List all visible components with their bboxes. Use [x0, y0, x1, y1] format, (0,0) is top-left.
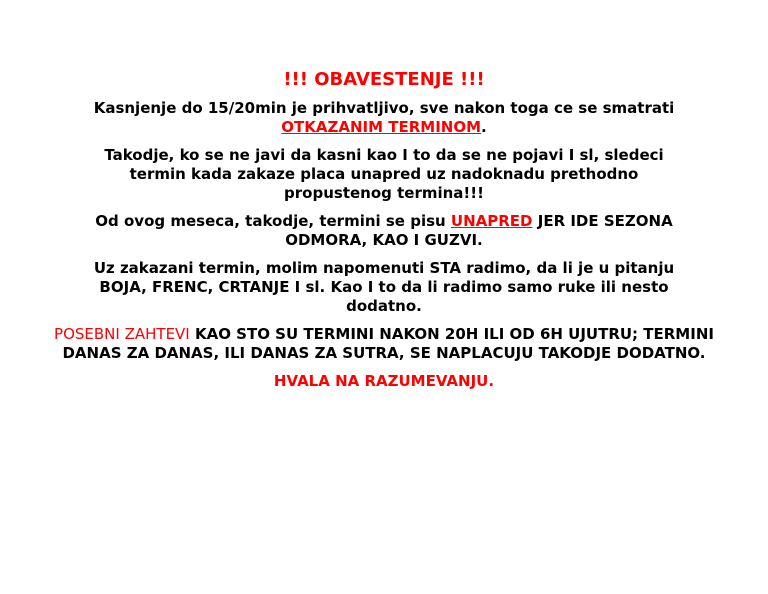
paragraph-late-arrival — [64, 99, 704, 137]
late-arrival-end: . — [481, 118, 487, 136]
thank-you-line: HVALA NA RAZUMEVANJU. — [273, 372, 495, 390]
paragraph-service-details — [84, 259, 684, 316]
paragraph-no-show — [94, 146, 674, 203]
advance-booking-end: JER IDE SEZONA ODMORA, KAO I GUZVI. — [285, 212, 673, 249]
special-requests-text: KAO STO SU TERMINI NAKON 20H ILI OD 6H UJUTRU; TERMINI DANAS ZA DANAS, ILI DANAS ZA SUTRA, SE NAPLACUJU TAKODJE DODATNO. — [62, 325, 714, 362]
special-requests-highlight: POSEBNI ZAHTEVI — [54, 325, 190, 343]
no-show-text: Takodje, ko se ne javi da kasni kao I to da se ne pojavi I sl, sledeci termin kada zakaze placa unapred uz nadoknadu prethodno propustenog termina!!! — [104, 146, 664, 202]
advance-booking-text: Od ovog meseca, takodje, termini se pisu — [95, 212, 446, 230]
service-details-text: Uz zakazani termin, molim napomenuti STA radimo, da li je u pitanju BOJA, FRENC, CRTANJE I sl. Kao I to da li radimo samo ruke ili nesto dodatno. — [93, 259, 675, 315]
cancelled-appointment-highlight: OTKAZANIM TERMINOM — [281, 118, 482, 136]
advance-highlight: UNAPRED — [450, 212, 533, 230]
paragraph-advance-booking — [64, 212, 704, 250]
paragraph-special-requests — [54, 325, 714, 363]
notice-title: !!! OBAVESTENJE !!! — [283, 69, 485, 90]
late-arrival-text: Kasnjenje do 15/20min je prihvatljivo, sve nakon toga ce se smatrati — [93, 99, 675, 117]
